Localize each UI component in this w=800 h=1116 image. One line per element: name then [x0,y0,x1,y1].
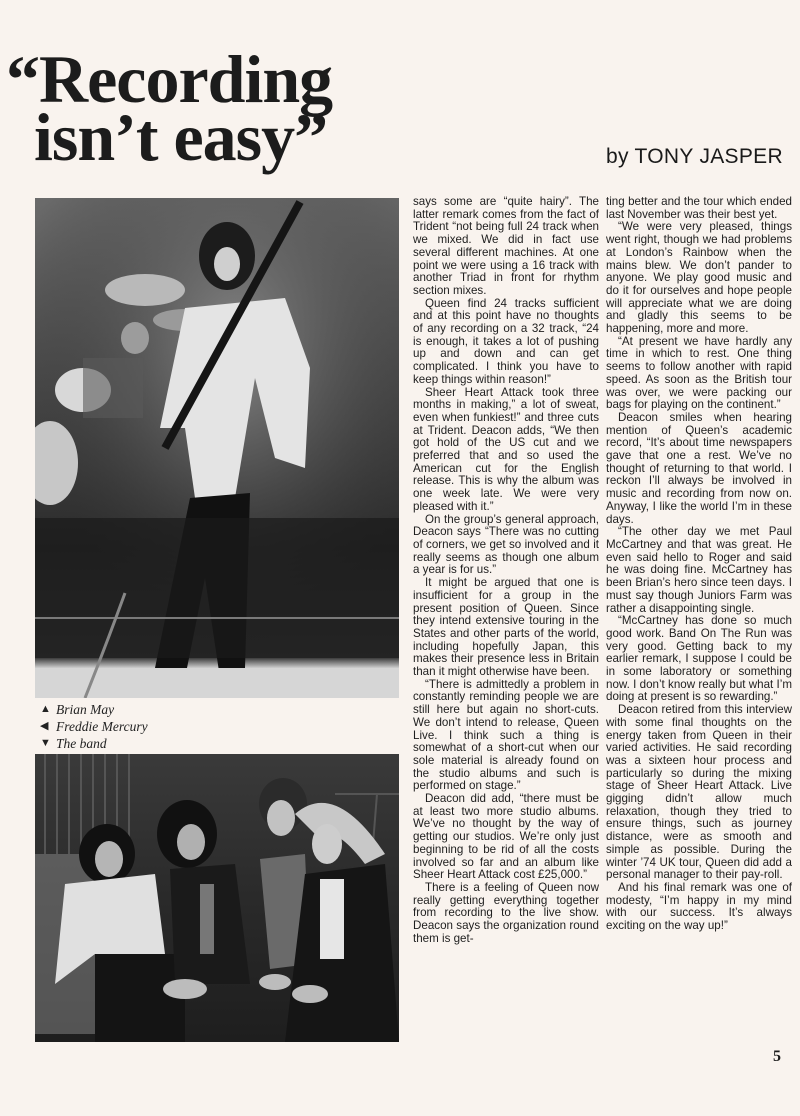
headline-line-2: isn’t easy” [34,99,328,175]
caption-the-band [40,735,148,752]
paragraph: “The other day we met Paul McCartney and that was great. He even said hello to Roger and said he was doing fine. McCartney has been Brian’s hero since teen days. I must say though Juniors Farm was rather a disappointing single. [606,525,792,615]
paragraph: On the group’s general approach, Deacon says “There was no cutting of corners, we get so involved and it really seems as though one album a year is for us.” [413,512,599,577]
paragraph: Deacon retired from this interview with some final thoughts on the energy taken from Queen in their varied activities. He said recording was a sixteen hour process and particularly so during the mixing stage of Sheer Heart Attack. Live gigging didn’t allow much relaxation, though they tried to ensure things, such as journey distance, were as smooth and simple as possible. During the winter ’74 UK tour, Queen did add a personal manager to their pay-roll. [606,703,792,882]
byline: by TONY JASPER [606,145,783,168]
paragraph: “McCartney has done so much good work. Band On The Run was very good. Getting back to my earlier remark, I suppose I could be in some laboratory or something now. I don’t know really but what I’m doing at present is so rewarding.” [606,614,792,704]
paragraph: “There is admittedly a problem in constantly reminding people we are still here but again no short-cuts. We don’t intend to release, Queen Live. I think such a thing is somewhat of a short-cut when our sole material is already found on the studio albums and such is performed on stage.” [413,677,599,793]
concert-photo-illustration [35,198,399,698]
caption-text: The band [56,736,107,751]
article-column-2 [606,196,792,933]
article-column-1 [413,196,599,945]
arrow-left-icon: ◀ [40,720,49,732]
photo-the-band [35,754,399,1042]
headline [6,41,333,175]
paragraph: Queen find 24 tracks sufficient and at this point have no thoughts of any recording on a 32 track, “24 is enough, it takes a lot of pushing up and down and can get complicated. I think you have to keep things within reason!” [413,296,599,386]
arrow-down-icon: ▼ [40,737,51,749]
paragraph: It might be argued that one is insufficient for a group in the present position of Queen. Since they intend extensive touring in the States and other parts of the world, including hopefully Japan, this makes their presence less in Britain than it might otherwise have been. [413,576,599,679]
caption-freddie-mercury [40,718,148,735]
headline-line-1: “Recording [6,41,333,117]
band-photo-illustration [35,754,399,1042]
paragraph: ting better and the tour which ended last November was their best yet. [606,195,792,221]
caption-brian-may [40,701,148,718]
paragraph: Sheer Heart Attack took three months in making,” a lot of sweat, even when funkiest!” and three cuts at Trident. Deacon adds, “We then got hold of the US cut and we preferred that and so used the American cut for the English release. This is why the album was one week late. We were very pleased with it.” [413,385,599,513]
paragraph: says some are “quite hairy”. The latter remark comes from the fact of Trident “not being full 24 track when we mixed. We did in fact use several different machines. At one point we were using a 16 track with another Triad in front for rhythm section mixes. [413,195,599,297]
paragraph: Deacon smiles when hearing mention of Queen’s academic record, “It’s about time newspapers gave that one a rest. We’ve no thought of returning to that world. I reckon I’ll always be involved in music and recording from now on. Anyway, I like the world I’m in these days. [606,410,792,526]
caption-text: Freddie Mercury [56,719,148,734]
caption-text: Brian May [56,702,115,717]
photo-captions [40,701,148,752]
arrow-up-icon: ▲ [40,703,51,715]
paragraph: And his final remark was one of modesty, “I’m happy in my mind with our success. It’s always exciting on the way up!” [606,880,792,933]
photo-brian-may [35,198,399,698]
paragraph: “At present we have hardly any time in which to rest. One thing seems to follow another with rapid speed. As soon as the British tour was over, we were packing our bags for playing on the continent.” [606,334,792,412]
paragraph: Deacon did add, “there must be at least two more studio albums. We’ve no thought by the way of getting our studios. We’re only just beginning to be rid of all the costs involved so far and an album like Sheer Heart Attack cost £25,000.” [413,792,599,882]
paragraph: “We were very pleased, things went right, though we had problems at London’s Rainbow when the mains blew. We don’t pander to anyone. We play good music and do it for ourselves and hope people will appreciate what we are doing and gladly this seems to be happening, more and more. [606,220,792,336]
paragraph: There is a feeling of Queen now really getting everything together from recording to the live show. Deacon says the organization round them is get- [413,880,599,945]
page-number: 5 [773,1048,781,1065]
